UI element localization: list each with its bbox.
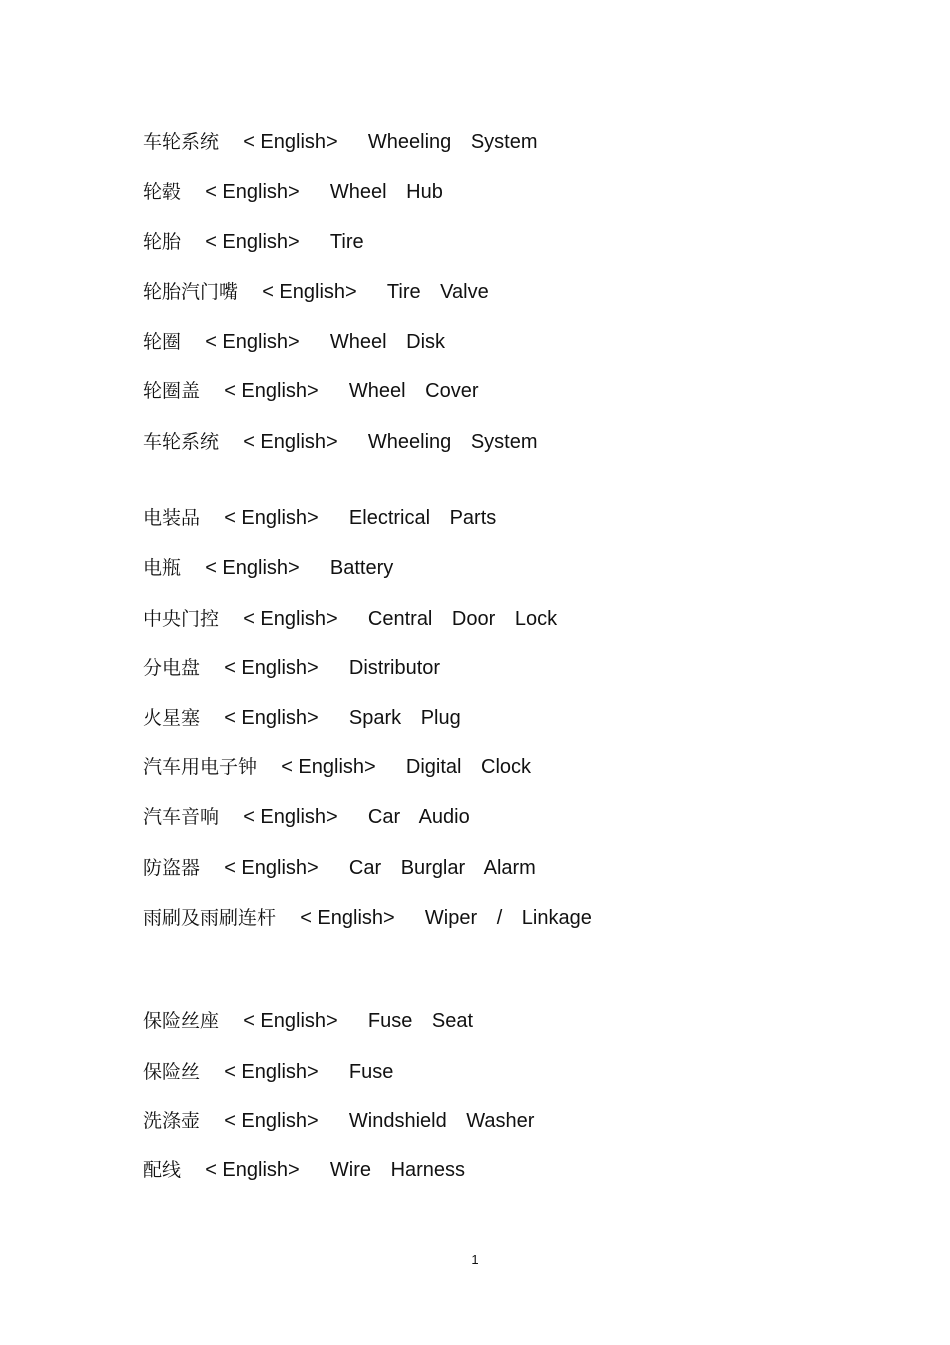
language-marker: < English> — [205, 1159, 300, 1181]
language-marker: < English> — [243, 806, 338, 828]
page-number: 1 — [471, 1252, 479, 1267]
english-term: Wheeling System — [367, 131, 538, 153]
english-term: Wiper / Linkage — [424, 907, 592, 929]
glossary-entry — [143, 227, 364, 257]
chinese-term: 配线 — [143, 1159, 182, 1181]
glossary-entry — [143, 1006, 473, 1036]
chinese-term: 轮胎 — [143, 231, 182, 253]
glossary-entry — [143, 503, 496, 533]
language-marker: < English> — [243, 608, 338, 630]
language-marker: < English> — [224, 380, 319, 402]
english-term: Wheel Hub — [329, 181, 443, 203]
english-term: Wheeling System — [367, 431, 538, 453]
glossary-entry — [143, 604, 557, 634]
chinese-term: 轮圈盖 — [143, 380, 201, 402]
english-term: Fuse Seat — [367, 1010, 474, 1032]
chinese-term: 防盗器 — [143, 857, 201, 879]
glossary-entry — [143, 1106, 534, 1136]
english-term: Digital Clock — [405, 756, 532, 778]
glossary-entry — [143, 553, 393, 583]
chinese-term: 中央门控 — [143, 608, 220, 630]
glossary-entry — [143, 752, 531, 782]
chinese-term: 电装品 — [143, 507, 201, 529]
language-marker: < English> — [281, 756, 376, 778]
language-marker: < English> — [224, 657, 319, 679]
language-marker: < English> — [205, 181, 300, 203]
language-marker: < English> — [224, 1061, 319, 1083]
english-term: Spark Plug — [348, 707, 461, 729]
chinese-term: 火星塞 — [143, 707, 201, 729]
language-marker: < English> — [224, 857, 319, 879]
language-marker: < English> — [224, 507, 319, 529]
english-term: Fuse — [348, 1061, 394, 1083]
chinese-term: 洗涤壶 — [143, 1110, 201, 1132]
glossary-entry — [143, 327, 445, 357]
chinese-term: 车轮系统 — [143, 431, 220, 453]
glossary-entry — [143, 177, 443, 207]
glossary-entry — [143, 853, 536, 883]
english-term: Central Door Lock — [367, 608, 558, 630]
language-marker: < English> — [243, 131, 338, 153]
chinese-term: 分电盘 — [143, 657, 201, 679]
language-marker: < English> — [243, 1010, 338, 1032]
glossary-entry — [143, 1155, 465, 1185]
glossary-entry — [143, 703, 461, 733]
chinese-term: 保险丝座 — [143, 1010, 220, 1032]
language-marker: < English> — [262, 281, 357, 303]
chinese-term: 保险丝 — [143, 1061, 201, 1083]
chinese-term: 轮胎汽门嘴 — [143, 281, 239, 303]
english-term: Distributor — [348, 657, 441, 679]
english-term: Wheel Disk — [329, 331, 446, 353]
chinese-term: 汽车音响 — [143, 806, 220, 828]
glossary-entry — [143, 127, 538, 157]
chinese-term: 轮毂 — [143, 181, 182, 203]
english-term: Car Burglar Alarm — [348, 857, 536, 879]
english-term: Tire — [329, 231, 364, 253]
language-marker: < English> — [205, 557, 300, 579]
english-term: Battery — [329, 557, 394, 579]
language-marker: < English> — [224, 1110, 319, 1132]
glossary-entry — [143, 376, 479, 406]
english-term: Wire Harness — [329, 1159, 466, 1181]
chinese-term: 雨刷及雨刷连杆 — [143, 907, 277, 929]
language-marker: < English> — [205, 331, 300, 353]
chinese-term: 电瓶 — [143, 557, 182, 579]
glossary-entry — [143, 903, 592, 933]
glossary-entry — [143, 427, 538, 457]
glossary-entry — [143, 802, 470, 832]
language-marker: < English> — [205, 231, 300, 253]
chinese-term: 汽车用电子钟 — [143, 756, 258, 778]
english-term: Wheel Cover — [348, 380, 479, 402]
language-marker: < English> — [224, 707, 319, 729]
english-term: Tire Valve — [386, 281, 489, 303]
language-marker: < English> — [300, 907, 395, 929]
glossary-entry — [143, 653, 440, 683]
english-term: Windshield Washer — [348, 1110, 535, 1132]
english-term: Car Audio — [367, 806, 470, 828]
glossary-entry — [143, 1057, 393, 1087]
glossary-entry — [143, 277, 489, 307]
chinese-term: 轮圈 — [143, 331, 182, 353]
english-term: Electrical Parts — [348, 507, 497, 529]
language-marker: < English> — [243, 431, 338, 453]
chinese-term: 车轮系统 — [143, 131, 220, 153]
